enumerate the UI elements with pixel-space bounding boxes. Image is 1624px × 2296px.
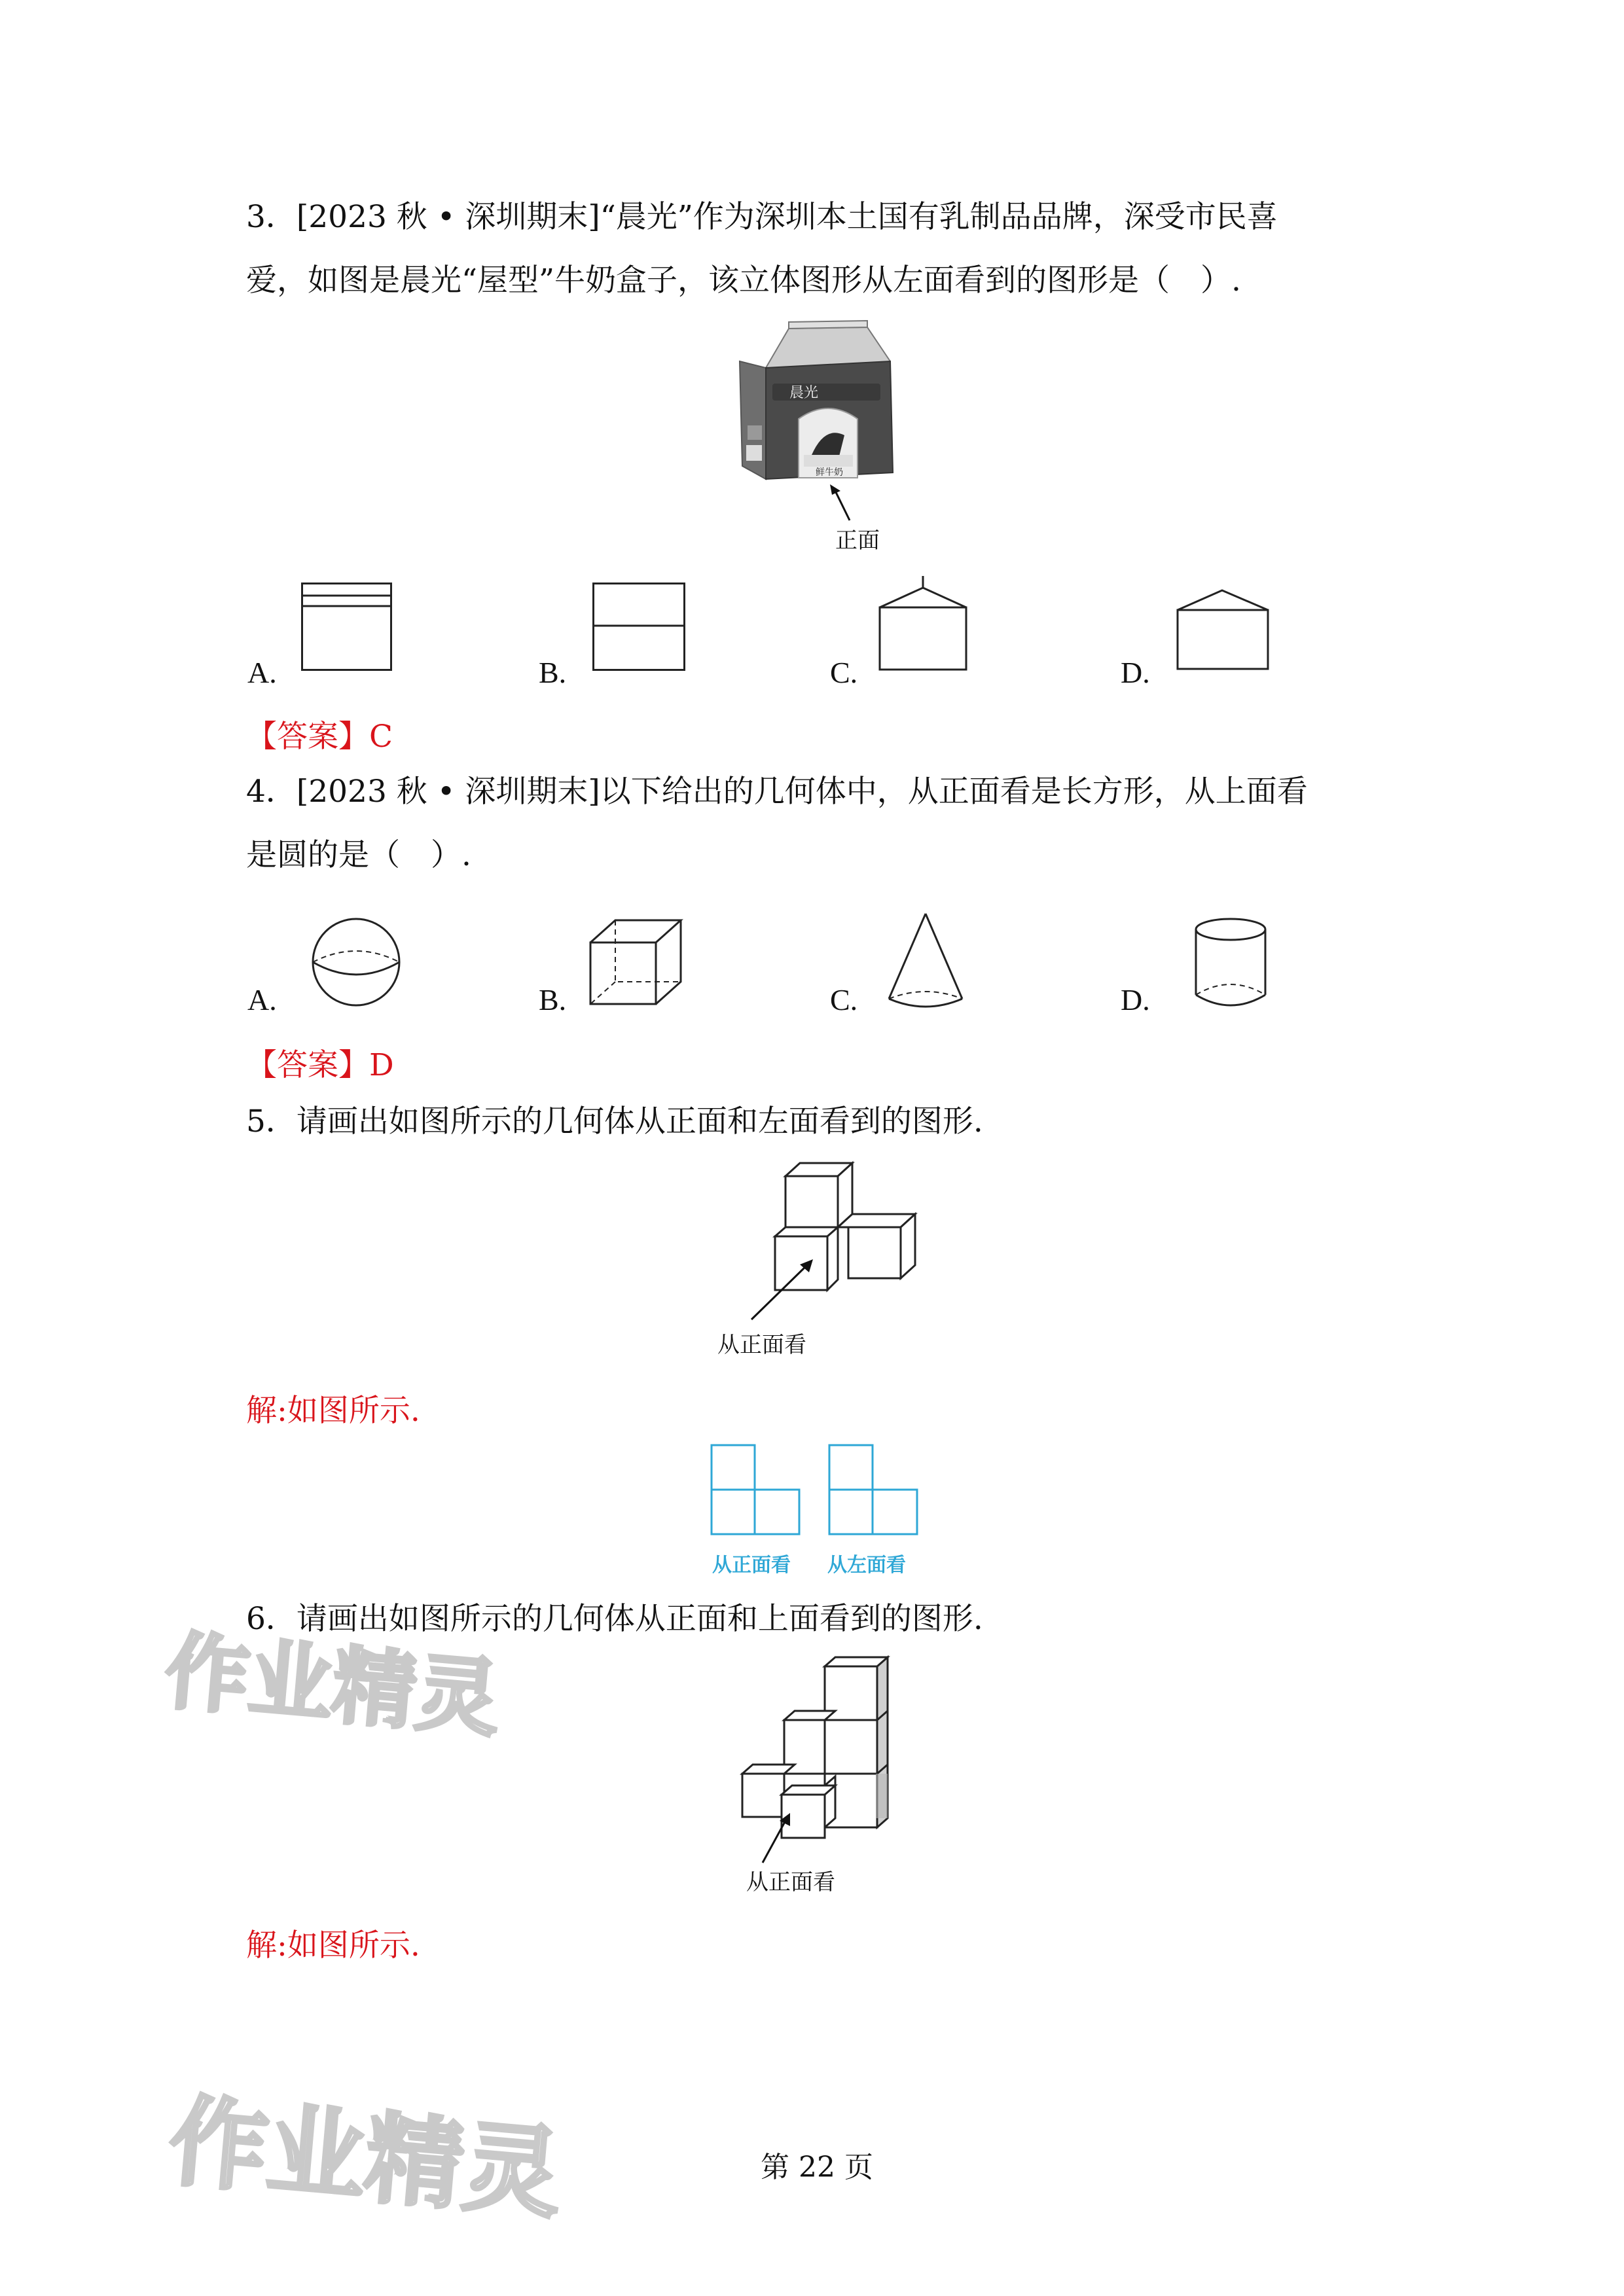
q5-front-view-caption: 从正面看 <box>712 1554 791 1577</box>
watermark-upper: 作业精灵 <box>161 1622 504 1749</box>
carton-brand-text: 晨光 <box>789 385 819 401</box>
q3-option-c: C. <box>830 656 858 689</box>
cylinder-figure <box>1193 916 1271 1014</box>
cube-figure <box>588 918 686 1008</box>
q4-line1: 4．[2023 秋 • 深圳期末]以下给出的几何体中，从正面看是长方形，从上面看 <box>246 774 1308 810</box>
q6-text: 6．请画出如图所示的几何体从正面和上面看到的图形. <box>246 1601 983 1637</box>
q3-option-a: A. <box>247 656 277 689</box>
q3-option-d-figure <box>1175 588 1272 673</box>
q3-option-a-figure <box>301 583 394 673</box>
q4-option-c: C. <box>830 983 858 1016</box>
q5-arrow-caption: 从正面看 <box>717 1332 806 1358</box>
q3-option-b-figure <box>592 583 687 673</box>
q4-option-a: A. <box>247 983 277 1016</box>
q3-line1: 3．[2023 秋 • 深圳期末]“晨光”作为深圳本土国有乳制品品牌，深受市民喜 <box>246 199 1278 235</box>
cone-figure <box>884 911 969 1016</box>
q4-option-b: B. <box>539 983 567 1016</box>
q5-front-arrow <box>746 1258 818 1323</box>
milk-carton-image <box>733 321 903 491</box>
q4-option-d: D. <box>1121 983 1150 1016</box>
q3-option-b: B. <box>539 656 567 689</box>
q4-line2: 是圆的是（ ）. <box>246 837 471 873</box>
q3-arrow-caption: 正面 <box>835 528 880 554</box>
q6-arrow-caption: 从正面看 <box>746 1869 835 1895</box>
q6-front-arrow <box>756 1813 795 1865</box>
q4-answer: 【答案】D <box>246 1047 394 1083</box>
sphere-figure <box>305 916 410 1008</box>
q3-option-d: D. <box>1121 656 1150 689</box>
q3-line2: 爱，如图是晨光“屋型”牛奶盒子，该立体图形从左面看到的图形是（ ）. <box>246 262 1241 298</box>
q5-front-view-figure <box>710 1444 802 1535</box>
q5-text: 5．请画出如图所示的几何体从正面和左面看到的图形. <box>246 1103 983 1139</box>
q3-answer: 【答案】C <box>246 719 393 755</box>
q3-front-arrow <box>830 484 856 524</box>
q5-left-view-caption: 从左面看 <box>827 1554 906 1577</box>
q6-solution: 解:如图所示. <box>246 1928 420 1964</box>
page-number: 第 22 页 <box>761 2151 873 2184</box>
watermark-lower: 作业精灵 <box>164 2084 566 2233</box>
carton-label-text: 鲜牛奶 <box>816 467 843 478</box>
q6-cube-stack-figure <box>738 1656 902 1826</box>
q3-option-c-figure <box>877 575 971 673</box>
q5-solution: 解:如图所示. <box>246 1393 420 1429</box>
q5-left-view-figure <box>828 1444 920 1535</box>
